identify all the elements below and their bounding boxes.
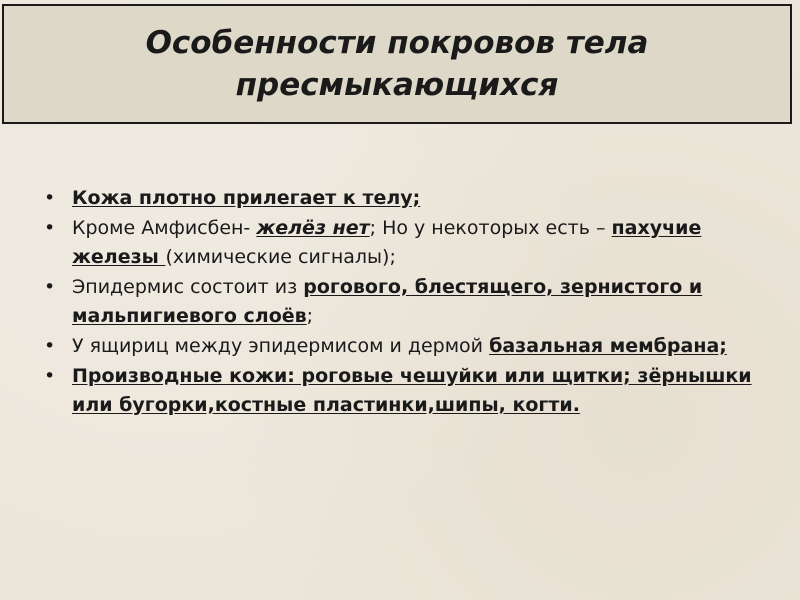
bullet-2-segment-1: Кроме Амфисбен- <box>72 217 257 239</box>
bullet-2-segment-2: желёз нет <box>256 217 370 239</box>
bullet-item-5 <box>44 362 764 420</box>
bullet-3-segment-1: Эпидермис состоит из <box>72 276 304 298</box>
bullet-item-3 <box>44 273 764 331</box>
bullet-item-4 <box>44 332 764 361</box>
bullet-5-text: Производные кожи: роговые чешуйки или щитки; зёрнышки или бугорки,костные пластинки,шипы, когти. <box>72 365 752 416</box>
bullet-2-segment-4: пахучие железы <box>72 217 702 268</box>
bullet-list <box>44 184 764 421</box>
bullet-1-text: Кожа плотно прилегает к телу; <box>72 187 421 209</box>
title-line-2: пресмыкающихся <box>235 67 559 103</box>
bullet-2-segment-3: ; Но у некоторых есть – <box>369 217 612 239</box>
title-box <box>2 4 792 124</box>
bullet-4-segment-2: базальная мембрана; <box>489 335 727 357</box>
bullet-2-segment-5: (химические сигналы); <box>165 246 396 268</box>
bullet-4-segment-1: У ящириц между эпидермисом и дермой <box>72 335 490 357</box>
title-line-1: Особенности покровов тела <box>145 25 649 61</box>
bullet-3-segment-3: ; <box>306 305 314 327</box>
bullet-3-segment-2: рогового, блестящего, зернистого и мальпигиевого слоёв <box>72 276 703 327</box>
bullet-item-1 <box>44 184 764 213</box>
bullet-item-2 <box>44 214 764 272</box>
